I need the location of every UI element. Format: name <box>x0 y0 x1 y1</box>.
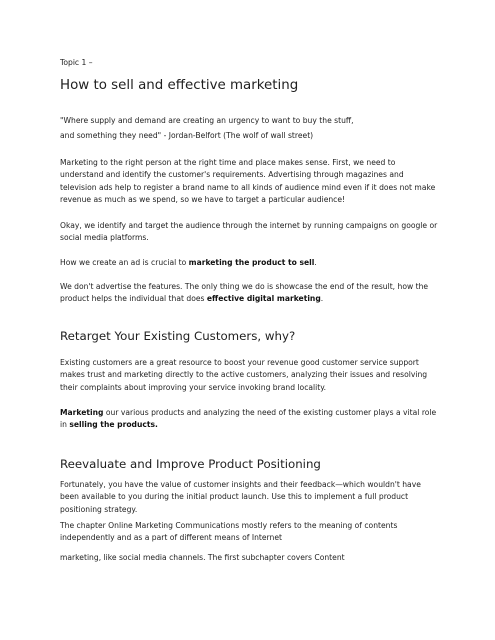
paragraph-subchapter: marketing, like social media channels. The first subchapter covers Content <box>60 553 345 562</box>
section-heading-retarget: Retarget Your Existing Customers, why? <box>60 329 296 343</box>
section-heading-reevaluate: Reevaluate and Improve Product Positioning <box>60 457 321 471</box>
paragraph-features-bold: effective digital marketing <box>206 294 321 304</box>
quote-line-1: "Where supply and demand are creating an urgency to want to buy the stuff, <box>60 116 354 125</box>
paragraph-create-ad-end: . <box>314 258 317 267</box>
paragraph-existing-customers: Existing customers are a great resource to boost your revenue good customer service support makes trust and marketing directly to the active customers, analyzing their issues and resolving their complaints about improving your service invoking brand locality. <box>60 358 428 392</box>
paragraph-features-text: We don't advertise the features. The only thing we do is showcase the end of the result, how the product helps the individual that does <box>60 282 429 304</box>
paragraph-internet-campaigns: Okay, we identify and target the audience through the internet by running campaigns on google or social media platforms. <box>60 221 438 243</box>
paragraph-chapter: The chapter Online Marketing Communications mostly refers to the meaning of contents independently and as a part of different means of Internet <box>60 521 398 543</box>
topic-label: Topic 1 – <box>60 58 93 67</box>
paragraph-marketing-bold-1: Marketing <box>60 408 104 417</box>
paragraph-features <box>60 281 440 306</box>
paragraph-marketing-products <box>60 407 440 432</box>
page-title: How to sell and effective marketing <box>60 78 299 93</box>
paragraph-features-end: . <box>320 294 324 304</box>
paragraph-customer-insights: Fortunately, you have the value of customer insights and their feedback—which wouldn't have been available to you during the initial product launch. Use this to implement a full product positioning strategy. <box>60 480 421 514</box>
paragraph-marketing-bold-2: selling the products. <box>69 420 158 430</box>
paragraph-create-ad <box>60 257 440 269</box>
paragraph-targeting: Marketing to the right person at the right time and place makes sense. First, we need to understand and identify the customer's requirements. Advertising through magazines and television ads help to register a brand name to all kinds of audience mind even if it does not make revenue as much as we spend, so we have to target a particular audience! <box>60 158 436 205</box>
paragraph-create-ad-text: How we create an ad is crucial to <box>60 258 189 267</box>
paragraph-marketing-text: our various products and analyzing the need of the existing customer plays a vital role in <box>60 408 437 430</box>
paragraph-create-ad-bold: marketing the product to sell <box>188 258 315 267</box>
quote-line-2: and something they need" - Jordan-Belfort (The wolf of wall street) <box>60 131 314 140</box>
